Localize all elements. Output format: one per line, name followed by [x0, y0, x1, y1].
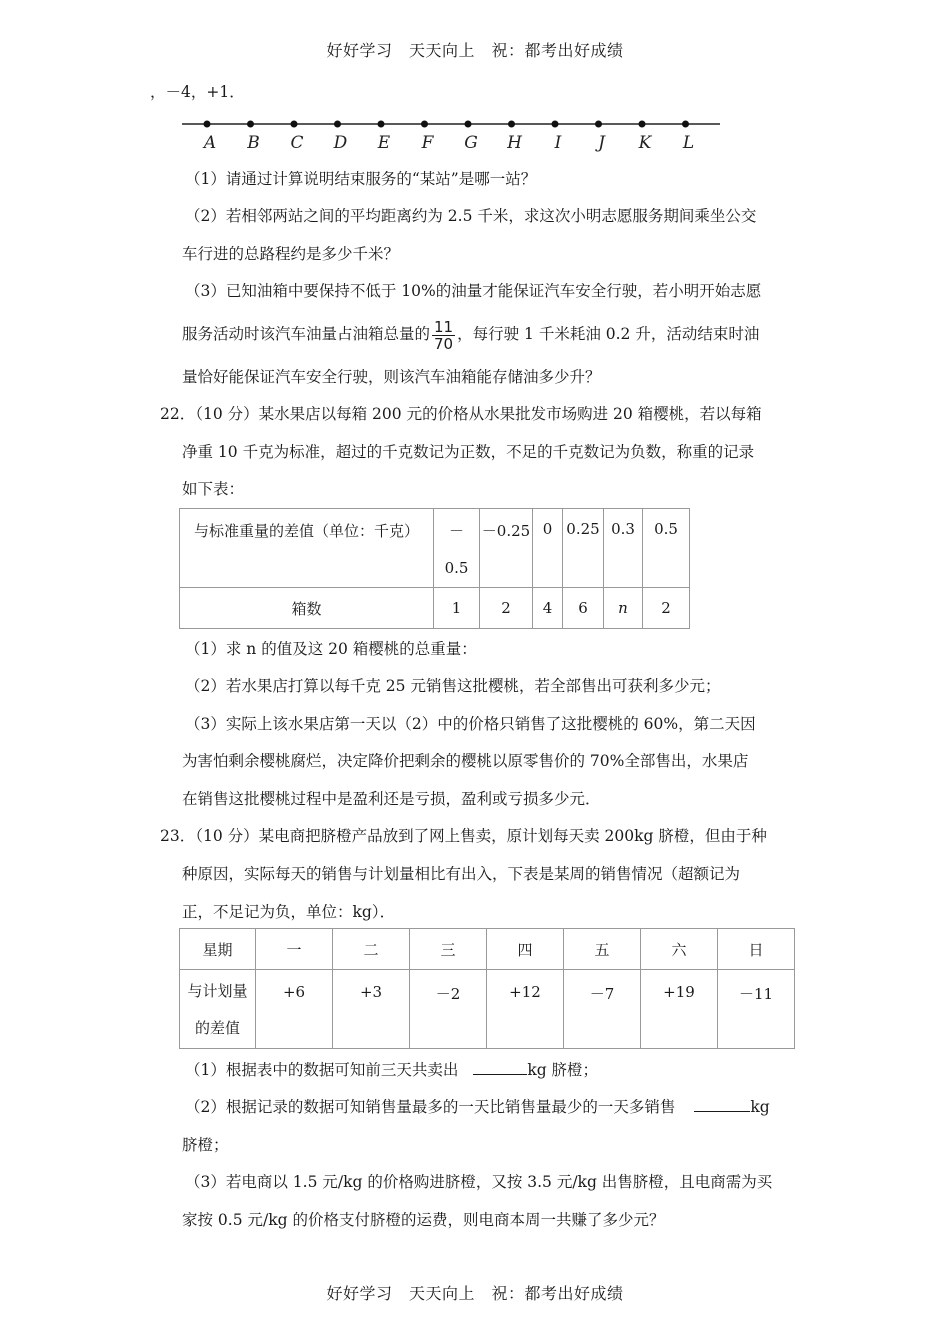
table-cell: 日 [718, 929, 795, 970]
number-line-point [247, 121, 254, 128]
table-cell: －11 [718, 970, 795, 1049]
table-cell: 4 [533, 588, 563, 629]
row-header-line2: 的差值 [194, 1019, 240, 1037]
table-cell: 一 [256, 929, 333, 970]
q22-part3-line1: （3）实际上该水果店第一天以（2）中的价格只销售了这批樱桃的 60%，第二天因 [185, 715, 756, 733]
q22-line2: 净重 10 千克为标准，超过的千克数记为正数，不足的千克数记为负数，称重的记录 [182, 443, 755, 461]
number-line-label: C [290, 133, 304, 153]
q22-line3: 如下表： [182, 480, 245, 498]
table-cell [434, 509, 480, 588]
number-line-label: J [598, 133, 605, 153]
q23-part2-post: kg [750, 1098, 770, 1116]
q21-part2-line2: 车行进的总路程约是多少千米？ [182, 245, 400, 263]
number-line-point [508, 121, 515, 128]
q21-part3-line2 [182, 314, 759, 354]
fraction-numerator: 11 [434, 317, 454, 336]
number-line-svg [180, 118, 725, 158]
q21-part3-line1: （3）已知油箱中要保持不低于 10%的油量才能保证汽车安全行驶，若小明开始志愿 [185, 282, 762, 300]
q23-part1-pre: （1）根据表中的数据可知前三天共卖出 [185, 1061, 459, 1079]
table-cell: +3 [333, 970, 410, 1049]
q23-part2 [185, 1097, 770, 1117]
table-cell: +12 [487, 970, 564, 1049]
table-cell: 0.25 [563, 509, 604, 588]
table-cell: 二 [333, 929, 410, 970]
page-header: 好好学习 天天向上 祝：都考出好成绩 [326, 41, 624, 60]
number-line-label: A [203, 133, 217, 153]
q22-part2: （2）若水果店打算以每千克 25 元销售这批樱桃，若全部售出可获利多少元； [185, 677, 721, 695]
first-diff-value: 0.5 [444, 558, 469, 577]
q23-part3-line1: （3）若电商以 1.5 元/kg 的价格购进脐橙，又按 3.5 元/kg 出售脐橙，且电商需为买 [185, 1173, 773, 1191]
table-row-header [180, 970, 256, 1049]
number-line-point [465, 121, 472, 128]
q21-part2-line1: （2）若相邻两站之间的平均距离约为 2.5 千米，求这次小明志愿服务期间乘坐公交 [185, 207, 757, 225]
page-footer: 好好学习 天天向上 祝：都考出好成绩 [326, 1284, 624, 1303]
number-line-label: F [421, 133, 434, 153]
q23-line2: 种原因，实际每天的销售与计划量相比有出入，下表是某周的销售情况（超额记为 [182, 865, 741, 883]
q21-part1: （1）请通过计算说明结束服务的“某站”是哪一站？ [185, 170, 537, 188]
first-diff-sign: － [448, 521, 464, 540]
answer-blank [473, 1074, 527, 1075]
table-cell: 五 [564, 929, 641, 970]
table-cell [604, 588, 643, 629]
q23-part1 [185, 1060, 598, 1080]
table-cell: 2 [480, 588, 533, 629]
table-cell: +19 [641, 970, 718, 1049]
number-line-point [682, 121, 689, 128]
q22-part3-line2: 为害怕剩余樱桃腐烂，决定降价把剩余的樱桃以原零售价的 70%全部售出，水果店 [182, 752, 749, 770]
q23-part2-pre: （2）根据记录的数据可知销售量最多的一天比销售量最少的一天多销售 [185, 1098, 676, 1116]
table-cell: 2 [643, 588, 690, 629]
row-header-line1: 与计划量 [187, 982, 248, 1000]
number-line-point [421, 121, 428, 128]
number-line-label: E [377, 133, 391, 153]
table-cell: 1 [434, 588, 480, 629]
table-cell: +6 [256, 970, 333, 1049]
table-cell: 0 [533, 509, 563, 588]
table-cell: 0.5 [643, 509, 690, 588]
number-line-label: I [554, 133, 562, 153]
fraction-denominator: 70 [434, 334, 454, 353]
number-line-label: B [247, 133, 260, 153]
answer-blank [694, 1111, 750, 1112]
table-cell: －0.25 [480, 509, 533, 588]
fraction [432, 319, 455, 352]
q22-part3-line3: 在销售这批樱桃过程中是盈利还是亏损，盈利或亏损多少元． [182, 790, 601, 808]
q23-part1-post: kg 脐橙； [527, 1061, 599, 1079]
number-line-label: L [682, 133, 695, 153]
number-line-point [639, 121, 646, 128]
table-cell: 六 [641, 929, 718, 970]
table-cell: 三 [410, 929, 487, 970]
number-line [180, 118, 725, 158]
table-cell: －2 [410, 970, 487, 1049]
number-line-point [204, 121, 211, 128]
q23-line3: 正，不足记为负，单位：kg）． [182, 903, 396, 921]
q23-part2-line2: 脐橙； [182, 1136, 229, 1154]
table-cell: 6 [563, 588, 604, 629]
number-line-point [378, 121, 385, 128]
continued-line: ，－4，+1． [150, 83, 245, 101]
number-line-point [291, 121, 298, 128]
number-line-label: H [507, 133, 522, 153]
table-cell: －7 [564, 970, 641, 1049]
table-row-header: 箱数 [180, 588, 434, 629]
table-row-header: 与标准重量的差值（单位：千克） [180, 509, 434, 588]
q22-line1: 22．（10 分）某水果店以每箱 200 元的价格从水果批发市场购进 20 箱樱桃，若以每箱 [160, 405, 762, 423]
variable-n: n [618, 599, 628, 617]
q21-part3-line3: 量恰好能保证汽车安全行驶，则该汽车油箱能存储油多少升？ [182, 368, 601, 386]
number-line-point [334, 121, 341, 128]
q21-part3-pre: 服务活动时该汽车油量占油箱总量的 [182, 325, 431, 343]
q21-part3-post: ，每行驶 1 千米耗油 0.2 升，活动结束时油 [457, 325, 760, 343]
number-line-point [595, 121, 602, 128]
q22-part1: （1）求 n 的值及这 20 箱樱桃的总重量： [185, 640, 477, 658]
orange-sales-table [179, 928, 795, 1049]
table-cell: 四 [487, 929, 564, 970]
table-row-header: 星期 [180, 929, 256, 970]
q23-part3-line2: 家按 0.5 元/kg 的价格支付脐橙的运费，则电商本周一共赚了多少元？ [182, 1211, 665, 1229]
cherry-weight-table [179, 508, 690, 629]
q23-line1: 23．（10 分）某电商把脐橙产品放到了网上售卖，原计划每天卖 200kg 脐橙，但由于种 [160, 827, 767, 845]
table-cell: 0.3 [604, 509, 643, 588]
number-line-point [552, 121, 559, 128]
number-line-label: D [333, 133, 348, 153]
number-line-label: K [638, 133, 652, 153]
number-line-label: G [464, 133, 478, 153]
